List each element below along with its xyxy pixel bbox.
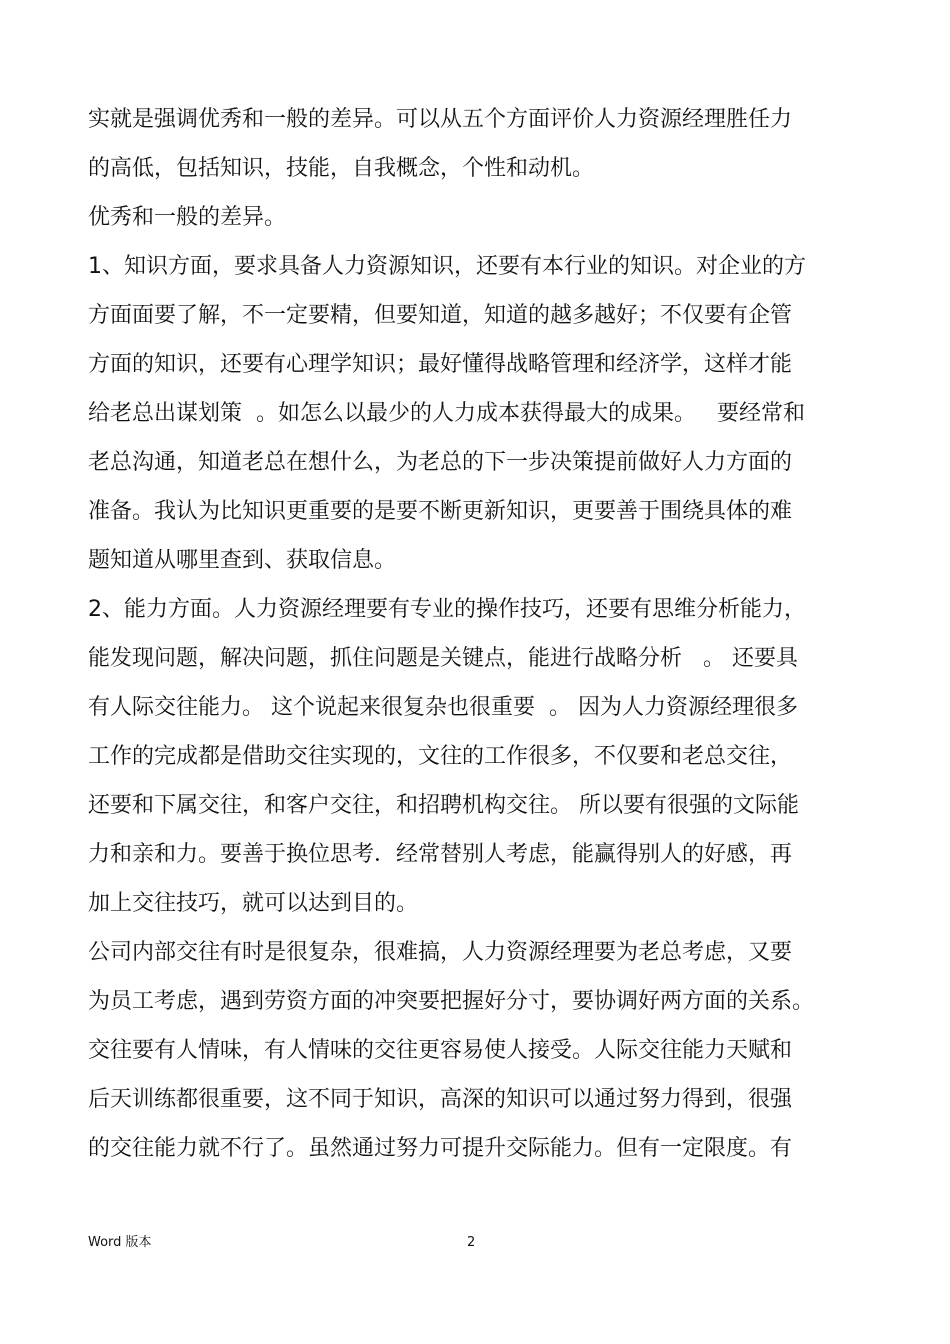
text-line: 题知道从哪里查到、获取信息。 bbox=[88, 548, 397, 573]
text-line: 优秀和一般的差异。 bbox=[88, 205, 287, 230]
text-line: 后天训练都很重要，这不同于知识，高深的知识可以通过努力得到，很强 bbox=[88, 1087, 793, 1112]
text-line: 的高低，包括知识，技能，自我概念，个性和动机。 bbox=[88, 156, 595, 181]
text-line: 工作的完成都是借助交往实现的，文往的工作很多，不仅要和老总交往， bbox=[88, 744, 793, 769]
text-line: 方面面要了解，不一定要精，但要知道，知道的越多越好；不仅要有企管 bbox=[88, 303, 793, 328]
text-line: 交往要有人情味，有人情味的交往更容易使人接受。人际交往能力天赋和 bbox=[88, 1038, 793, 1063]
text-line: 还要和下属交往，和客户交往，和招聘机构交往。 所以要有很强的文际能 bbox=[88, 793, 799, 818]
text-line: 1、知识方面，要求具备人力资源知识，还要有本行业的知识。对企业的方 bbox=[88, 254, 806, 279]
text-line: 方面的知识，还要有心理学知识；最好懂得战略管理和经济学，这样才能 bbox=[88, 352, 793, 377]
page-number: 2 bbox=[467, 1235, 476, 1250]
text-line: 加上交往技巧，就可以达到目的。 bbox=[88, 891, 419, 916]
text-line: 准备。我认为比知识更重要的是要不断更新知识，更要善于围绕具体的难 bbox=[88, 499, 793, 524]
text-line: 公司内部交往有时是很复杂，很难搞，人力资源经理要为老总考虑，又要 bbox=[88, 940, 793, 965]
text-line: 2、能力方面。人力资源经理要有专业的操作技巧，还要有思维分析能力， bbox=[88, 597, 806, 622]
body-text bbox=[88, 95, 868, 1173]
text-line: 有人际交往能力。 这个说起来很复杂也很重要 。 因为人力资源经理很多 bbox=[88, 695, 798, 720]
text-line: 能发现问题，解决问题，抓住问题是关键点，能进行战略分析 。 还要具 bbox=[88, 646, 798, 671]
text-line: 给老总出谋划策 。如怎么以最少的人力成本获得最大的成果。 要经常和 bbox=[88, 401, 805, 426]
footer-version-label: Word 版本 bbox=[88, 1235, 152, 1250]
text-line: 为员工考虑，遇到劳资方面的冲突要把握好分寸，要协调好两方面的关系。 bbox=[88, 989, 815, 1014]
text-line: 的交往能力就不行了。虽然通过努力可提升交际能力。但有一定限度。有 bbox=[88, 1136, 793, 1161]
text-line: 力和亲和力。要善于换位思考．经常替别人考虑，能赢得别人的好感，再 bbox=[88, 842, 793, 867]
text-line: 实就是强调优秀和一般的差异。可以从五个方面评价人力资源经理胜任力 bbox=[88, 107, 793, 132]
text-line: 老总沟通，知道老总在想什么，为老总的下一步决策提前做好人力方面的 bbox=[88, 450, 793, 475]
